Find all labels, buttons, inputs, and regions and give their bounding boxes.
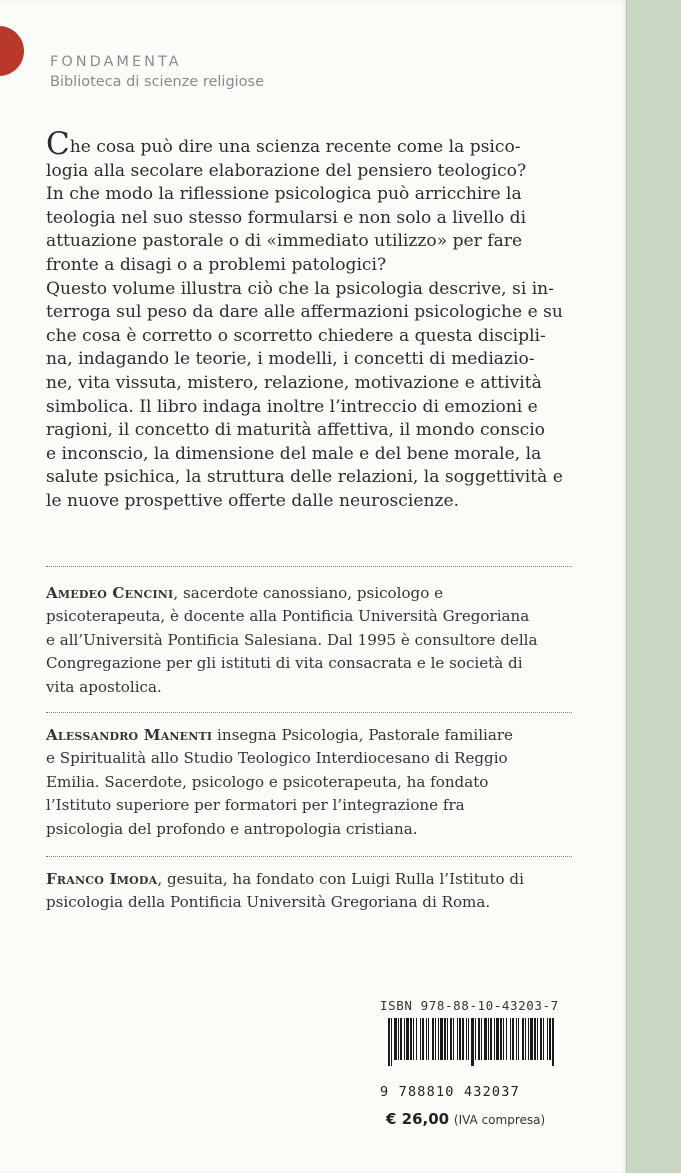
bio-line: vita apostolica. [46,677,162,696]
author-bio-imoda: Franco Imoda, gesuita, ha fondato con Luigi Rulla l’Istituto di psicologia della Pontificia Università Gregoriana di Roma. [46,868,576,915]
blurb-line: fronte a disagi o a problemi patologici? [46,254,387,275]
barcode-bar [426,1018,427,1060]
blurb-line: teologia nel suo stesso formularsi e non solo a livello di [46,207,527,228]
barcode-bars [380,1018,558,1080]
bio-line: l’Istituto superiore per formatori per l’integrazione fra [46,796,465,815]
barcode-bar [438,1018,439,1060]
barcode-block [380,998,558,1100]
blurb-line: le nuove prospettive offerte dalle neuroscienze. [46,490,460,511]
barcode-bar [528,1018,529,1060]
barcode-bar [394,1018,397,1060]
blurb-line: salute psichica, la struttura delle relazioni, la soggettività e [46,467,563,488]
book-spine-edge [626,0,681,1173]
barcode-bar [388,1018,390,1066]
barcode-bar [506,1018,507,1060]
barcode-bar [422,1018,424,1060]
barcode-bar [494,1018,495,1060]
blurb-text [46,126,574,514]
barcode-bar [471,1018,474,1066]
barcode-bar [416,1018,417,1060]
barcode-bar [552,1018,554,1066]
barcode-bar [444,1018,446,1060]
barcode-bar [488,1018,489,1060]
series-red-mark [0,26,24,76]
barcode-bar [447,1018,448,1060]
blurb-line: logia alla secolare elaborazione del pensiero teologico? [46,160,527,181]
blurb-line: na, indagando le teorie, i modelli, i concetti di mediazio- [46,349,535,370]
bio-line: e Spiritualità allo Studio Teologico Interdiocesano di Reggio [46,749,508,768]
author-bio-manenti: Alessandro Manenti insegna Psicologia, Pastorale familiare e Spiritualità allo Studio Teologico Interdiocesano di Reggio Emilia. Sacerdote, psicologo e psicoterapeuta, ha fondato l’Istituto superiore per formatori per l’integrazione fra psicologia del profondo e antropologia cristiana. [46,724,576,841]
author-bio-cencini: Amedeo Cencini, sacerdote canossiano, psicologo e psicoterapeuta, è docente alla Pontificia Università Gregoriana e all’Università Pontificia Salesiana. Dal 1995 è consultore della Congregazione per gli istituti di vita consacrata e le società di vita apostolica. [46,582,576,699]
blurb-line: ne, vita vissuta, mistero, relazione, motivazione e attività [46,372,542,393]
barcode-bar [428,1018,429,1060]
blurb-line: attuazione pastorale o di «immediato utilizzo» per fare [46,231,523,252]
barcode-digits: 9 788810 432037 [380,1084,520,1100]
dotted-separator [46,712,572,713]
series-name: FONDAMENTA [50,54,182,70]
barcode-bar [540,1018,542,1060]
bio-line: e all’Università Pontificia Salesiana. Dal 1995 è consultore della [46,630,538,649]
barcode-bar [543,1018,544,1060]
blurb-line: ragioni, il concetto di maturità affettiva, il mondo conscio [46,420,545,441]
bio-line: Congregazione per gli istituti di vita consacrata e le società di [46,654,523,673]
barcode-bar [400,1018,402,1060]
price-note: (IVA compresa) [453,1113,546,1127]
series-subtitle: Biblioteca di scienze religiose [50,74,265,90]
blurb-line: In che modo la riflessione psicologica può arricchire la [46,184,522,205]
barcode-bar [391,1018,392,1066]
barcode-bar [398,1018,399,1060]
barcode-bar [462,1018,464,1060]
barcode-bar [435,1018,436,1060]
barcode-bar [420,1018,421,1060]
barcode-bar [459,1018,461,1060]
barcode-bar [503,1018,504,1060]
drop-cap: C [46,126,70,162]
barcode-bar [404,1018,405,1060]
isbn-label: ISBN 978-88-10-43203-7 [380,998,559,1013]
dotted-separator [46,566,572,567]
barcode-bar [510,1018,511,1060]
barcode-bar [547,1018,548,1060]
barcode-bar [530,1018,533,1060]
barcode-bar [468,1018,469,1060]
blurb-line-0: Che cosa può dire una scienza recente come la psico- [46,126,521,162]
barcode-bar [500,1018,502,1060]
dotted-separator [46,856,572,857]
barcode-bar [413,1018,414,1060]
author-name: Alessandro Manenti [46,726,213,744]
barcode-bar [440,1018,443,1060]
barcode-bar [518,1018,519,1060]
price-amount: € 26,00 [386,1110,450,1128]
series-header [50,52,264,93]
blurb-line: e inconscio, la dimensione del male e del bene morale, la [46,443,542,464]
barcode-bar [496,1018,499,1060]
blurb-line: che cosa è corretto o scorretto chiedere a questa discipli- [46,325,546,346]
price [386,1110,545,1128]
barcode-bar [453,1018,454,1060]
barcode-bar [475,1018,476,1060]
barcode-bar [516,1018,517,1060]
bio-line: psicologia della Pontificia Università Gregoriana di Roma. [46,893,491,912]
barcode-bar [481,1018,482,1060]
barcode-bar [432,1018,434,1060]
bio-line: psicologia del profondo e antropologia cristiana. [46,819,418,838]
barcode-bar [525,1018,526,1060]
barcode-bar [534,1018,536,1060]
barcode-bar [484,1018,487,1060]
bio-line: Emilia. Sacerdote, psicologo e psicoterapeuta, ha fondato [46,772,489,791]
barcode-bar [466,1018,467,1060]
author-name: Amedeo Cencini [46,584,174,602]
blurb-line: Questo volume illustra ciò che la psicologia descrive, si in- [46,278,554,299]
barcode-bar [410,1018,412,1060]
barcode-bar [490,1018,492,1060]
barcode-bar [522,1018,524,1060]
blurb-line: simbolica. Il libro indaga inoltre l’intreccio di emozioni e [46,396,538,417]
bio-line: psicoterapeuta, è docente alla Pontificia Università Gregoriana [46,607,530,626]
barcode-bar [450,1018,452,1060]
barcode-bar [537,1018,538,1060]
barcode-bar [457,1018,458,1060]
author-name: Franco Imoda [46,870,158,888]
barcode-bar [478,1018,480,1060]
barcode-bar [549,1018,551,1060]
blurb-line: terroga sul peso da dare alle affermazioni psicologiche e su [46,302,563,323]
barcode-bar [406,1018,409,1060]
barcode-bar [512,1018,514,1060]
